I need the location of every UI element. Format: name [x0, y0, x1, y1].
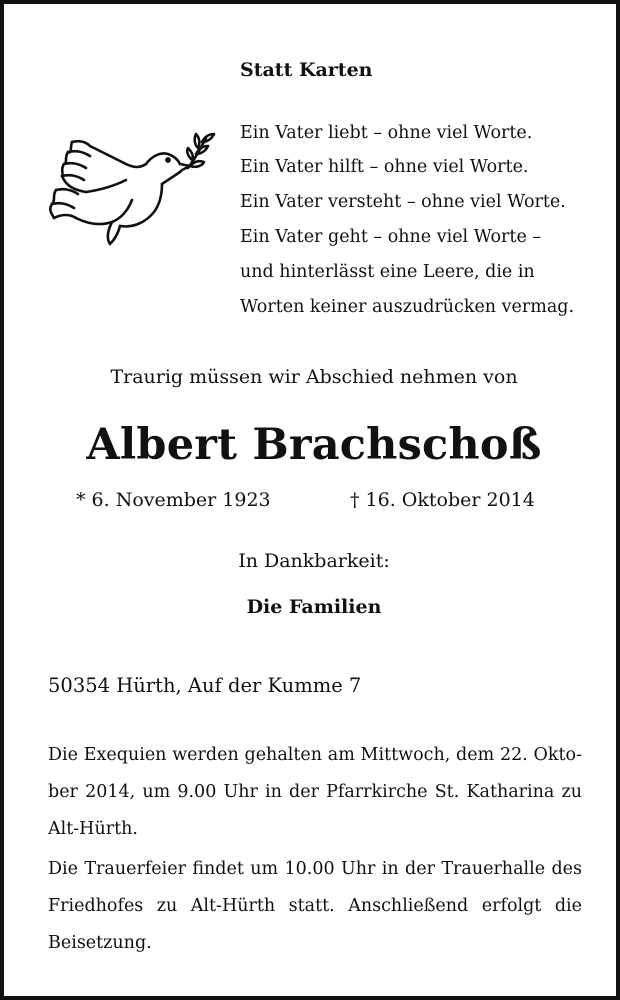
paragraph-line: Die Trauerfeier findet um 10.00 Uhr in der Trauerhalle des — [48, 859, 582, 879]
exequies-paragraph — [48, 737, 582, 848]
poem-line: Ein Vater hilft – ohne viel Worte. — [240, 157, 529, 177]
birth-date: * 6. November 1923 — [76, 489, 271, 511]
dove-with-olive-branch-icon — [42, 128, 218, 256]
families-signature: Die Familien — [246, 596, 382, 618]
farewell-intro: Traurig müssen wir Abschied nehmen von — [110, 366, 518, 388]
paragraph-line: Friedhofes zu Alt-Hürth statt. Anschließend erfolgt die — [48, 896, 582, 916]
poem-line: Ein Vater geht – ohne viel Worte – — [240, 227, 542, 247]
statt-karten-heading: Statt Karten — [240, 59, 373, 81]
death-date: † 16. Oktober 2014 — [350, 489, 535, 511]
paragraph-line: Die Exequien werden gehalten am Mittwoch, dem 22. Okto- — [48, 745, 582, 765]
gratitude-line: In Dankbarkeit: — [238, 550, 390, 572]
paragraph-line: ber 2014, um 9.00 Uhr in der Pfarrkirche St. Katharina zu — [48, 782, 582, 802]
deceased-name: Albert Brachschoß — [86, 420, 542, 470]
poem-line: und hinterlässt eine Leere, die in — [240, 262, 535, 282]
poem-line: Ein Vater liebt – ohne viel Worte. — [240, 123, 533, 143]
paragraph-line: Alt-Hürth. — [48, 819, 138, 839]
paragraph-line: Beisetzung. — [48, 933, 152, 953]
poem-line: Worten keiner auszudrücken vermag. — [240, 297, 575, 317]
ceremony-paragraph — [48, 851, 582, 962]
poem-line: Ein Vater versteht – ohne viel Worte. — [240, 192, 566, 212]
address: 50354 Hürth, Auf der Kumme 7 — [48, 674, 362, 697]
